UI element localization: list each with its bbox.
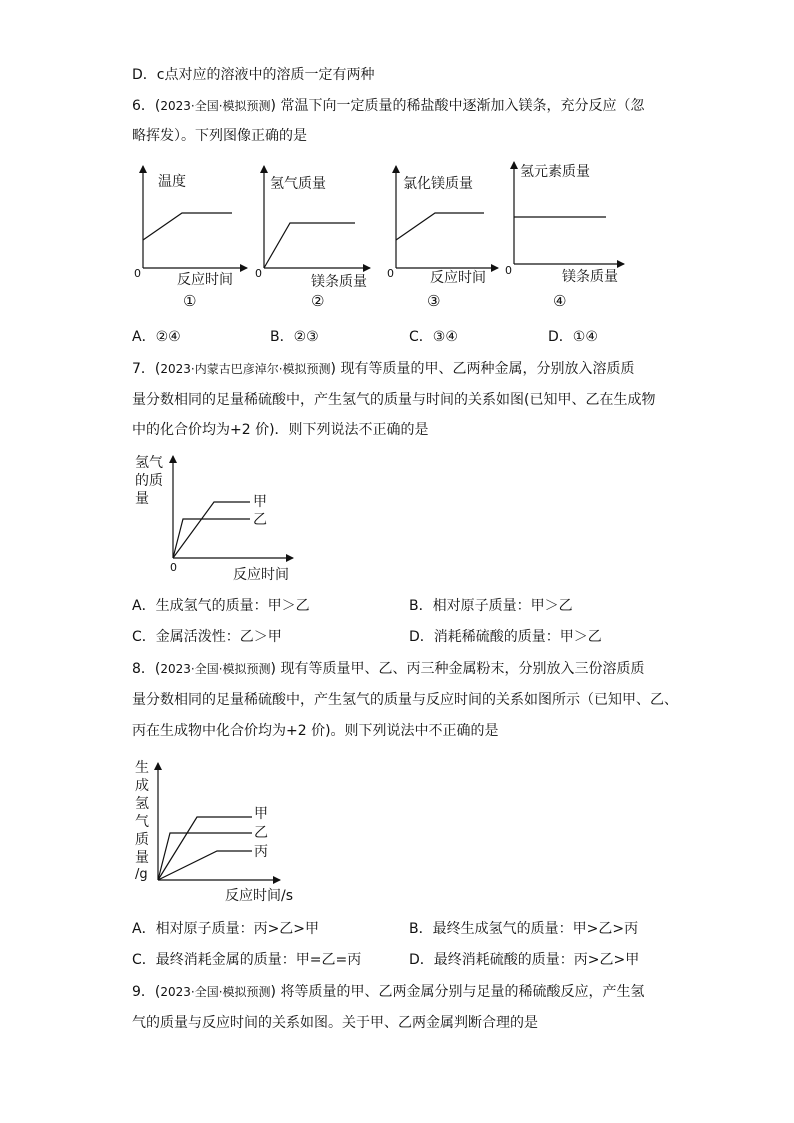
q8-stem-line3: 丙在生成物中化合价均为+2 价)。则下列说法中不正确的是 [132, 723, 499, 739]
q6-stem-rest: ) 常温下向一定质量的稀盐酸中逐渐加入镁条，充分反应（忽 [270, 98, 645, 114]
q6-g3-caption: ③ [427, 292, 441, 310]
q9-stem-line1 [132, 983, 644, 1001]
q6-g1-origin: 0 [134, 267, 141, 280]
q7-legend-yi: 乙 [253, 512, 267, 528]
q7-legend-jia: 甲 [253, 494, 267, 510]
q8-ylabel-7: /g [135, 867, 148, 882]
q8-series-bing [158, 851, 252, 880]
q8-ylabel-5: 质 [135, 832, 149, 848]
q9-stem-line2: 气的质量与反应时间的关系如图。关于甲、乙两金属判断合理的是 [132, 1015, 538, 1031]
q6-g2-ylabel: 氢气质量 [270, 176, 326, 192]
q6-option-d[interactable]: D．①④ [548, 329, 598, 345]
prev-option-d: D．c点对应的溶液中的溶质一定有两种 [132, 67, 375, 83]
q7-number: 7．( [132, 361, 161, 377]
q8-option-b[interactable]: B．最终生成氢气的质量：甲>乙>丙 [409, 921, 639, 937]
q7-origin: 0 [170, 561, 177, 574]
q9-number: 9．( [132, 984, 161, 1000]
q6-stem-line1 [132, 97, 644, 115]
q7-stem-line3: 中的化合价均为+2 价)．则下列说法不正确的是 [132, 422, 429, 438]
q8-graph [125, 755, 345, 905]
q8-ylabel-1: 生 [135, 760, 149, 776]
q7-ylabel-3: 量 [135, 491, 149, 507]
q6-option-c[interactable]: C．③④ [409, 329, 458, 345]
q7-series-jia [173, 502, 250, 558]
q7-option-a[interactable]: A．生成氢气的质量：甲＞乙 [132, 598, 310, 614]
q8-ylabel-3: 氢 [135, 796, 149, 812]
q7-ylabel-2: 的质 [135, 473, 163, 489]
q7-source: 2023·内蒙古巴彦淖尔·模拟预测 [160, 362, 331, 376]
q7-option-d[interactable]: D．消耗稀硫酸的质量：甲＞乙 [409, 629, 602, 645]
q8-series-jia [158, 817, 252, 880]
q7-stem-line2: 量分数相同的足量稀硫酸中，产生氢气的质量与时间的关系如图(已知甲、乙在生成物 [132, 392, 656, 408]
q6-graph-3 [387, 166, 498, 310]
q8-stem-line1 [132, 660, 644, 678]
q8-option-d[interactable]: D．最终消耗硫酸的质量：丙>乙>甲 [409, 952, 640, 968]
q9-stem-rest: ) 将等质量的甲、乙两金属分别与足量的稀硫酸反应，产生氢 [270, 984, 645, 1000]
q8-option-c[interactable]: C．最终消耗金属的质量：甲=乙=丙 [132, 952, 362, 968]
q6-g2-origin: 0 [255, 267, 262, 280]
q6-g4-ylabel: 氢元素质量 [520, 164, 590, 180]
q7-stem-line1 [132, 360, 634, 378]
q6-g3-origin: 0 [387, 267, 394, 280]
q7-option-c[interactable]: C．金属活泼性：乙＞甲 [132, 629, 282, 645]
q8-ylabel-2: 成 [135, 778, 149, 794]
q6-graph-1 [134, 166, 247, 310]
q6-g4-origin: 0 [505, 264, 512, 277]
q8-legend-yi: 乙 [254, 825, 268, 841]
q8-ylabel-4: 气 [135, 814, 149, 830]
q8-legend-bing: 丙 [254, 844, 268, 860]
q6-g1-xlabel: 反应时间 [177, 272, 233, 288]
q6-g1-curve [143, 213, 232, 240]
q7-option-b[interactable]: B．相对原子质量：甲＞乙 [409, 598, 573, 614]
q8-source: 2023·全国·模拟预测 [160, 662, 271, 676]
q6-g3-xlabel: 反应时间 [430, 270, 486, 286]
q7-stem-rest: ) 现有等质量的甲、乙两种金属，分别放入溶质质 [330, 361, 635, 377]
q7-ylabel-1: 氢气 [135, 455, 163, 471]
q9-source: 2023·全国·模拟预测 [160, 985, 271, 999]
q8-xlabel: 反应时间/s [225, 888, 294, 904]
q6-option-b[interactable]: B．②③ [270, 329, 319, 345]
q8-option-a[interactable]: A．相对原子质量：丙>乙>甲 [132, 921, 320, 937]
q7-xlabel: 反应时间 [233, 567, 289, 583]
q6-g3-curve [396, 213, 484, 240]
q6-g4-caption: ④ [553, 292, 567, 310]
q6-g1-ylabel: 温度 [158, 174, 186, 190]
q6-g2-xlabel: 镁条质量 [311, 274, 367, 290]
q8-number: 8．( [132, 661, 161, 677]
q6-graph-2 [255, 166, 370, 310]
q6-option-a[interactable]: A．②④ [132, 329, 181, 345]
q8-stem-line2: 量分数相同的足量稀硫酸中，产生氢气的质量与反应时间的关系如图所示（已知甲、乙、 [132, 692, 678, 708]
q6-g1-caption: ① [183, 292, 197, 310]
q7-series-yi [173, 519, 250, 558]
q6-g2-curve [264, 223, 355, 268]
q8-stem-rest: ) 现有等质量甲、乙、丙三种金属粉末，分别放入三份溶质质 [270, 661, 645, 677]
q6-graphs [0, 160, 794, 340]
q6-stem-line2: 略挥发）。下列图像正确的是 [132, 128, 307, 144]
q6-g4-xlabel: 镁条质量 [562, 269, 618, 285]
q6-g2-caption: ② [311, 292, 325, 310]
q8-ylabel-6: 量 [135, 850, 149, 866]
q6-graph-4 [505, 162, 624, 310]
q6-g3-ylabel: 氯化镁质量 [403, 176, 473, 192]
q6-number: 6．( [132, 98, 161, 114]
q6-source: 2023·全国·模拟预测 [160, 99, 271, 113]
q7-graph [125, 450, 325, 590]
q8-legend-jia: 甲 [254, 806, 268, 822]
